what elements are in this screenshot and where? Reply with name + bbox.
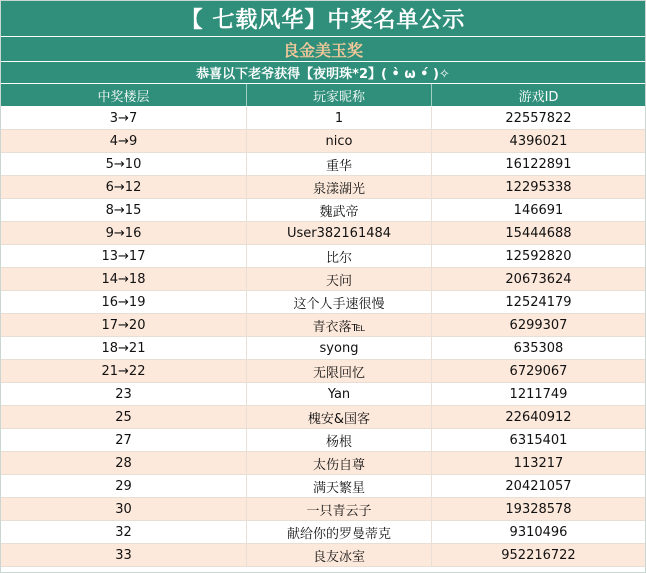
cell-game-id: 6315401: [431, 429, 645, 451]
award-name: 良金美玉奖: [282, 40, 363, 60]
table-row: [1, 291, 645, 314]
cell-game-id: 15444688: [431, 222, 645, 244]
cell-game-id: 19328578: [431, 498, 645, 520]
cell-game-id: 12295338: [431, 176, 645, 198]
cell-floor: 14→18: [101, 271, 146, 287]
table-row: [1, 429, 645, 452]
cell-floor: 6→12: [105, 179, 142, 195]
cell-player-nickname: 献给你的罗曼蒂克: [246, 521, 431, 543]
table-row: [1, 337, 645, 360]
cell-game-id: 6299307: [431, 314, 645, 336]
cell-floor: 8→15: [105, 202, 142, 218]
table-row: [1, 544, 645, 567]
cell-floor: 30: [115, 501, 132, 517]
cell-floor: 33: [115, 547, 132, 563]
table-row: [1, 176, 645, 199]
table-row: [1, 406, 645, 429]
cell-game-id: 16122891: [431, 153, 645, 175]
cell-game-id: 1211749: [431, 383, 645, 405]
cell-floor: 3→7: [109, 110, 138, 126]
table-header: [1, 84, 645, 107]
page-title: 【 七载风华】中奖名单公示: [1, 1, 645, 37]
cell-player-nickname: 比尔: [246, 245, 431, 267]
cell-player-nickname: 魏武帝: [246, 199, 431, 221]
cell-player-nickname: 槐安&国客: [246, 406, 431, 428]
cell-player-nickname: 满天繁星: [246, 475, 431, 497]
cell-game-id: 20421057: [431, 475, 645, 497]
table-row: [1, 199, 645, 222]
cell-player-nickname: 无限回忆: [246, 360, 431, 382]
table-row: [1, 475, 645, 498]
cell-floor: 29: [115, 478, 132, 494]
cell-player-nickname: 一只青云子: [246, 498, 431, 520]
table-row: [1, 521, 645, 544]
table-row: [1, 245, 645, 268]
header-floor: 中奖楼层: [97, 89, 150, 105]
cell-floor: 17→20: [101, 317, 146, 333]
cell-game-id: 146691: [431, 199, 645, 221]
cell-game-id: 12524179: [431, 291, 645, 313]
cell-player-nickname: 良友冰室: [246, 544, 431, 566]
cell-player-nickname: 杨根: [246, 429, 431, 451]
table-row: [1, 498, 645, 521]
cell-floor: 27: [115, 432, 132, 448]
cell-floor: 13→17: [101, 248, 146, 264]
cell-floor: 18→21: [101, 340, 146, 356]
table-row: [1, 107, 645, 130]
table-row: [1, 314, 645, 337]
winners-table-body: [1, 107, 645, 567]
table-row: [1, 452, 645, 475]
cell-floor: 28: [115, 455, 132, 471]
cell-game-id: 4396021: [431, 130, 645, 152]
cell-floor: 23: [115, 386, 132, 402]
cell-floor: 4→9: [109, 133, 138, 149]
cell-floor: 9→16: [105, 225, 142, 241]
cell-player-nickname: 泉漾湖光: [246, 176, 431, 198]
cell-player-nickname: 这个人手速很慢: [246, 291, 431, 313]
table-row: [1, 130, 645, 153]
cell-floor: 32: [115, 524, 132, 540]
cell-game-id: 22640912: [431, 406, 645, 428]
cell-player-nickname: 天问: [246, 268, 431, 290]
table-row: [1, 383, 645, 406]
table-row: [1, 222, 645, 245]
cell-floor: 16→19: [101, 294, 146, 310]
cell-player-nickname: 太伤自尊: [246, 452, 431, 474]
cell-game-id: 952216722: [431, 544, 645, 566]
header-game-id: 游戏ID: [431, 84, 645, 106]
cell-player-nickname: nico: [246, 130, 431, 152]
cell-game-id: 9310496: [431, 521, 645, 543]
table-row: [1, 360, 645, 383]
cell-player-nickname: 1: [246, 107, 431, 129]
cell-floor: 5→10: [105, 156, 142, 172]
cell-player-nickname: User382161484: [246, 222, 431, 244]
header-player-nickname: 玩家昵称: [246, 84, 431, 106]
cell-game-id: 635308: [431, 337, 645, 359]
table-row: [1, 153, 645, 176]
cell-player-nickname: Yan: [246, 383, 431, 405]
award-name-banner: [1, 37, 645, 62]
cell-game-id: 20673624: [431, 268, 645, 290]
cell-game-id: 113217: [431, 452, 645, 474]
cell-floor: 25: [115, 409, 132, 425]
cell-game-id: 22557822: [431, 107, 645, 129]
cell-player-nickname: 重华: [246, 153, 431, 175]
cell-floor: 21→22: [101, 363, 146, 379]
table-row: [1, 268, 645, 291]
cell-player-nickname: 青衣落℡: [246, 314, 431, 336]
congratulation-notice: 恭喜以下老爷获得【夜明珠*2】( •̀ ω •́ )✧: [1, 62, 645, 84]
cell-game-id: 12592820: [431, 245, 645, 267]
cell-player-nickname: syong: [246, 337, 431, 359]
cell-game-id: 6729067: [431, 360, 645, 382]
